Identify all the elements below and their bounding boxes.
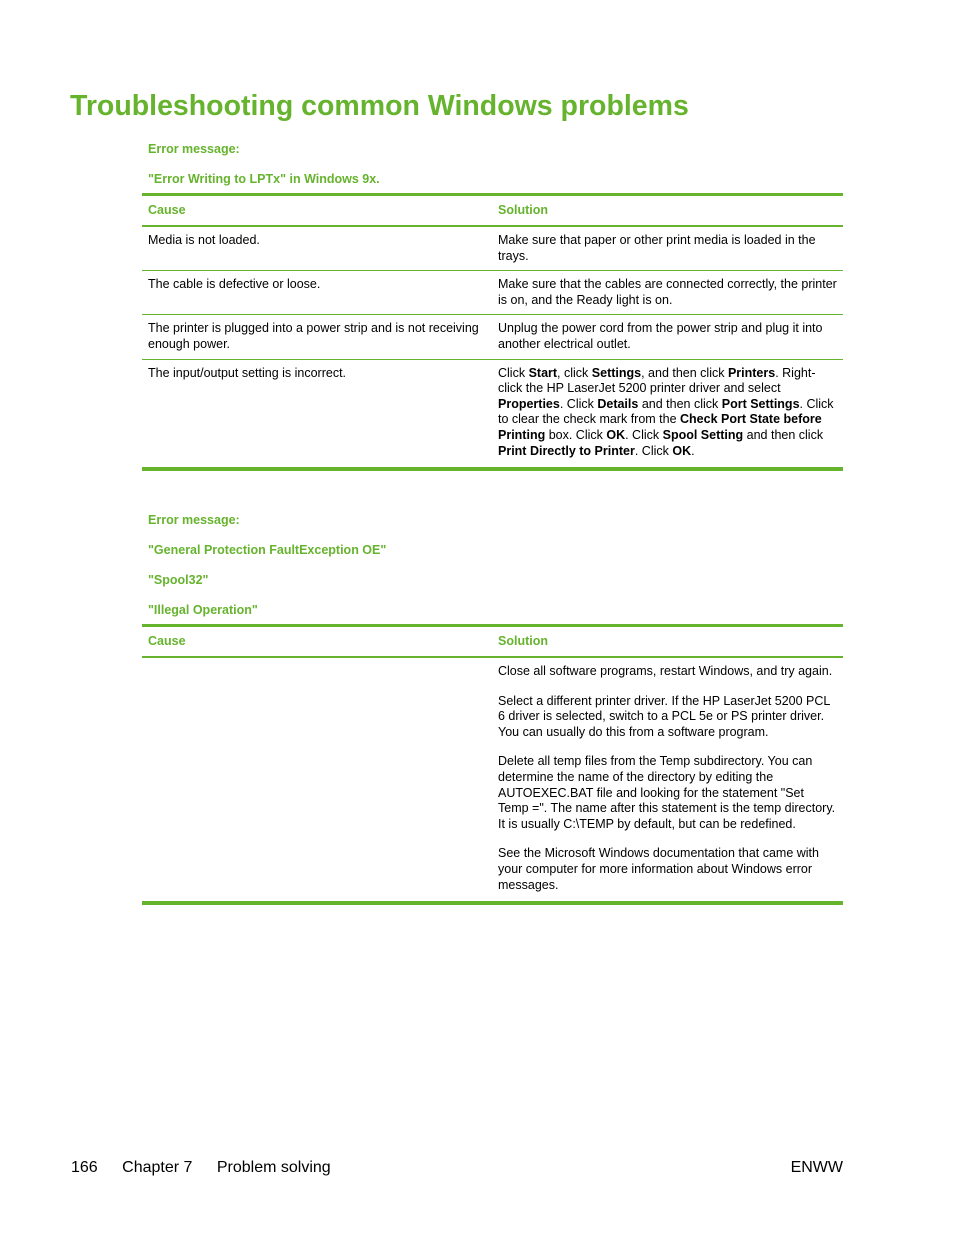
cause-cell: The input/output setting is incorrect. [142, 359, 492, 469]
table-header-row [142, 195, 843, 227]
error-section-lptx [142, 141, 843, 471]
error-message-text: "General Protection FaultException OE" [148, 543, 387, 557]
error-message-text: "Spool32" [148, 573, 209, 587]
solution-paragraph: Close all software programs, restart Windows, and try again. [498, 664, 833, 678]
cause-cell: The printer is plugged into a power strip and is not receiving enough power. [142, 315, 492, 359]
error-message-text: "Illegal Operation" [148, 603, 258, 617]
solution-paragraph: See the Microsoft Windows documentation that came with your computer for more information about Windows error messages. [498, 846, 819, 892]
cause-cell: Media is not loaded. [142, 226, 492, 271]
error-message-text: "Error Writing to LPTx" in Windows 9x. [148, 172, 380, 186]
solution-cell: Make sure that paper or other print media is loaded in the trays. [492, 226, 843, 271]
cause-cell [142, 657, 492, 903]
table-row [142, 271, 843, 315]
chapter-label: Chapter 7 [122, 1159, 193, 1176]
locale-label: ENWW [790, 1159, 843, 1176]
solution-paragraph: Select a different printer driver. If the HP LaserJet 5200 PCL 6 driver is selected, switch to a PCL 5e or PS printer driver. You can usually do this from a software program. [498, 693, 830, 739]
cause-header: Cause [142, 626, 492, 658]
page-title: Troubleshooting common Windows problems [70, 90, 689, 122]
solution-paragraph: Delete all temp files from the Temp subdirectory. You can determine the name of the directory by editing the AUTOEXEC.BAT file and looking for the statement "Set Temp =". The name after this statement is the temp directory. It is usually C:\TEMP by default, but can be redefined. [498, 754, 836, 831]
page-number: 166 [71, 1159, 98, 1176]
cause-cell: The cable is defective or loose. [142, 271, 492, 315]
table-row [142, 359, 843, 469]
troubleshooting-table [142, 624, 843, 905]
table-row [142, 226, 843, 271]
error-message-label: Error message: [148, 142, 240, 156]
solution-cell: Click Start, click Settings, and then click Printers. Right-click the HP LaserJet 5200 printer driver and select Properties. Click Details and then click Port Settings. Click to clear the check mark from the Check Port State before Printing box. Click OK. Click Spool Setting and then click Print Directly to Printer. Click OK. [492, 359, 843, 469]
page-footer [71, 1158, 843, 1178]
solution-cell: Unplug the power cord from the power strip and plug it into another electrical outlet. [492, 315, 843, 359]
solution-cell [492, 657, 843, 903]
solution-cell: Make sure that the cables are connected correctly, the printer is on, and the Ready light is on. [492, 271, 843, 315]
error-message-label: Error message: [148, 513, 240, 527]
troubleshooting-table [142, 193, 843, 471]
table-row [142, 657, 843, 903]
chapter-title: Problem solving [216, 1159, 331, 1176]
error-section-gpf [142, 512, 843, 905]
table-row [142, 315, 843, 359]
footer-left [71, 1158, 351, 1178]
table-header-row [142, 626, 843, 658]
cause-header: Cause [142, 195, 492, 227]
solution-header: Solution [492, 195, 843, 227]
solution-header: Solution [492, 626, 843, 658]
